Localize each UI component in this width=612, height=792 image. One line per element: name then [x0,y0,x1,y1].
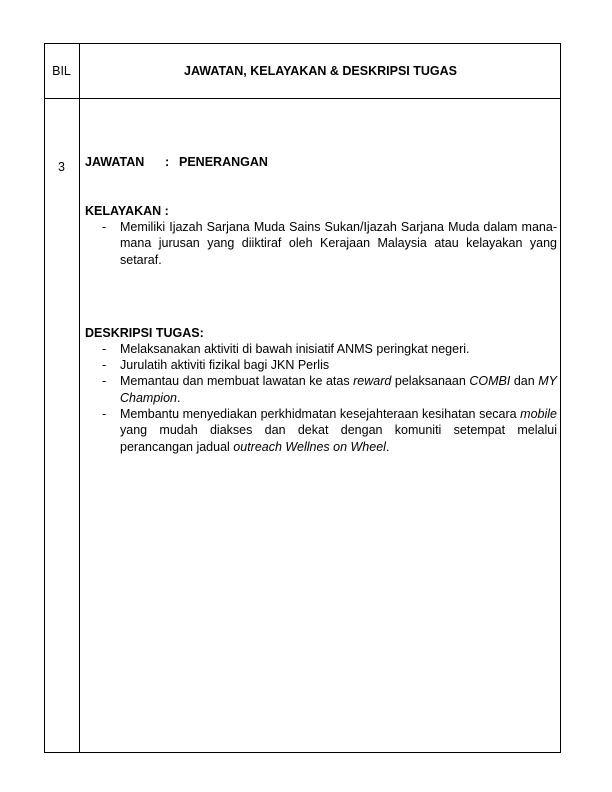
text-run: pelaksanaan [391,374,470,389]
column-divider [79,43,80,753]
bullet-dash: - [102,220,107,234]
text-run-italic: MY Champion [120,374,557,405]
text-run: dan [510,374,539,389]
list-item [85,341,557,357]
list-item [85,406,557,455]
list-item [85,219,557,268]
tugas-item-text: Jurulatih aktiviti fizikal bagi JKN Perlis [120,358,330,373]
jawatan-separator: : [165,155,170,169]
deskripsi-tugas-list [85,341,557,455]
kelayakan-list [85,219,557,268]
bullet-dash: - [102,407,107,422]
text-run: Membantu menyediakan perkhidmatan kesejahteraan kesihatan secara [120,407,521,422]
list-item [85,357,557,373]
text-run-italic: reward [353,374,392,389]
tugas-item-text [120,374,557,404]
jawatan-line [85,154,557,170]
bullet-dash: - [102,358,107,373]
header-bil: BIL [52,63,71,78]
kelayakan-heading: KELAYAKAN : [85,204,169,218]
deskripsi-tugas-heading: DESKRIPSI TUGAS: [85,325,204,340]
text-run: yang mudah diakses dan dekat dengan komuniti setempat melalui perancangan jadual [120,423,557,454]
bullet-dash: - [102,374,107,389]
header-title: JAWATAN, KELAYAKAN & DESKRIPSI TUGAS [184,63,457,78]
jawatan-value: PENERANGAN [179,155,268,169]
text-run-italic: COMBI [469,374,511,389]
text-run-italic: mobile [520,407,557,422]
text-run: Memantau dan membuat lawatan ke atas [120,374,354,389]
tugas-item-text [120,407,557,454]
text-run-italic: outreach Wellnes on Wheel [233,439,386,454]
kelayakan-item-text: Memiliki Ijazah Sarjana Muda Sains Sukan/Ijazah Sarjana Muda dalam mana-mana jurusan yang diiktiraf oleh Kerajaan Malaysia atau kelayakan yang setaraf. [120,220,557,267]
header-divider [44,98,561,99]
row-content [85,154,557,455]
list-item [85,373,557,406]
text-run: . [385,439,390,454]
tugas-item-text: Melaksanakan aktiviti di bawah inisiatif ANMS peringkat negeri. [120,341,470,356]
text-run: . [176,390,181,405]
bullet-dash: - [102,341,107,356]
jawatan-label: JAWATAN [85,155,145,169]
row-number: 3 [58,160,65,174]
